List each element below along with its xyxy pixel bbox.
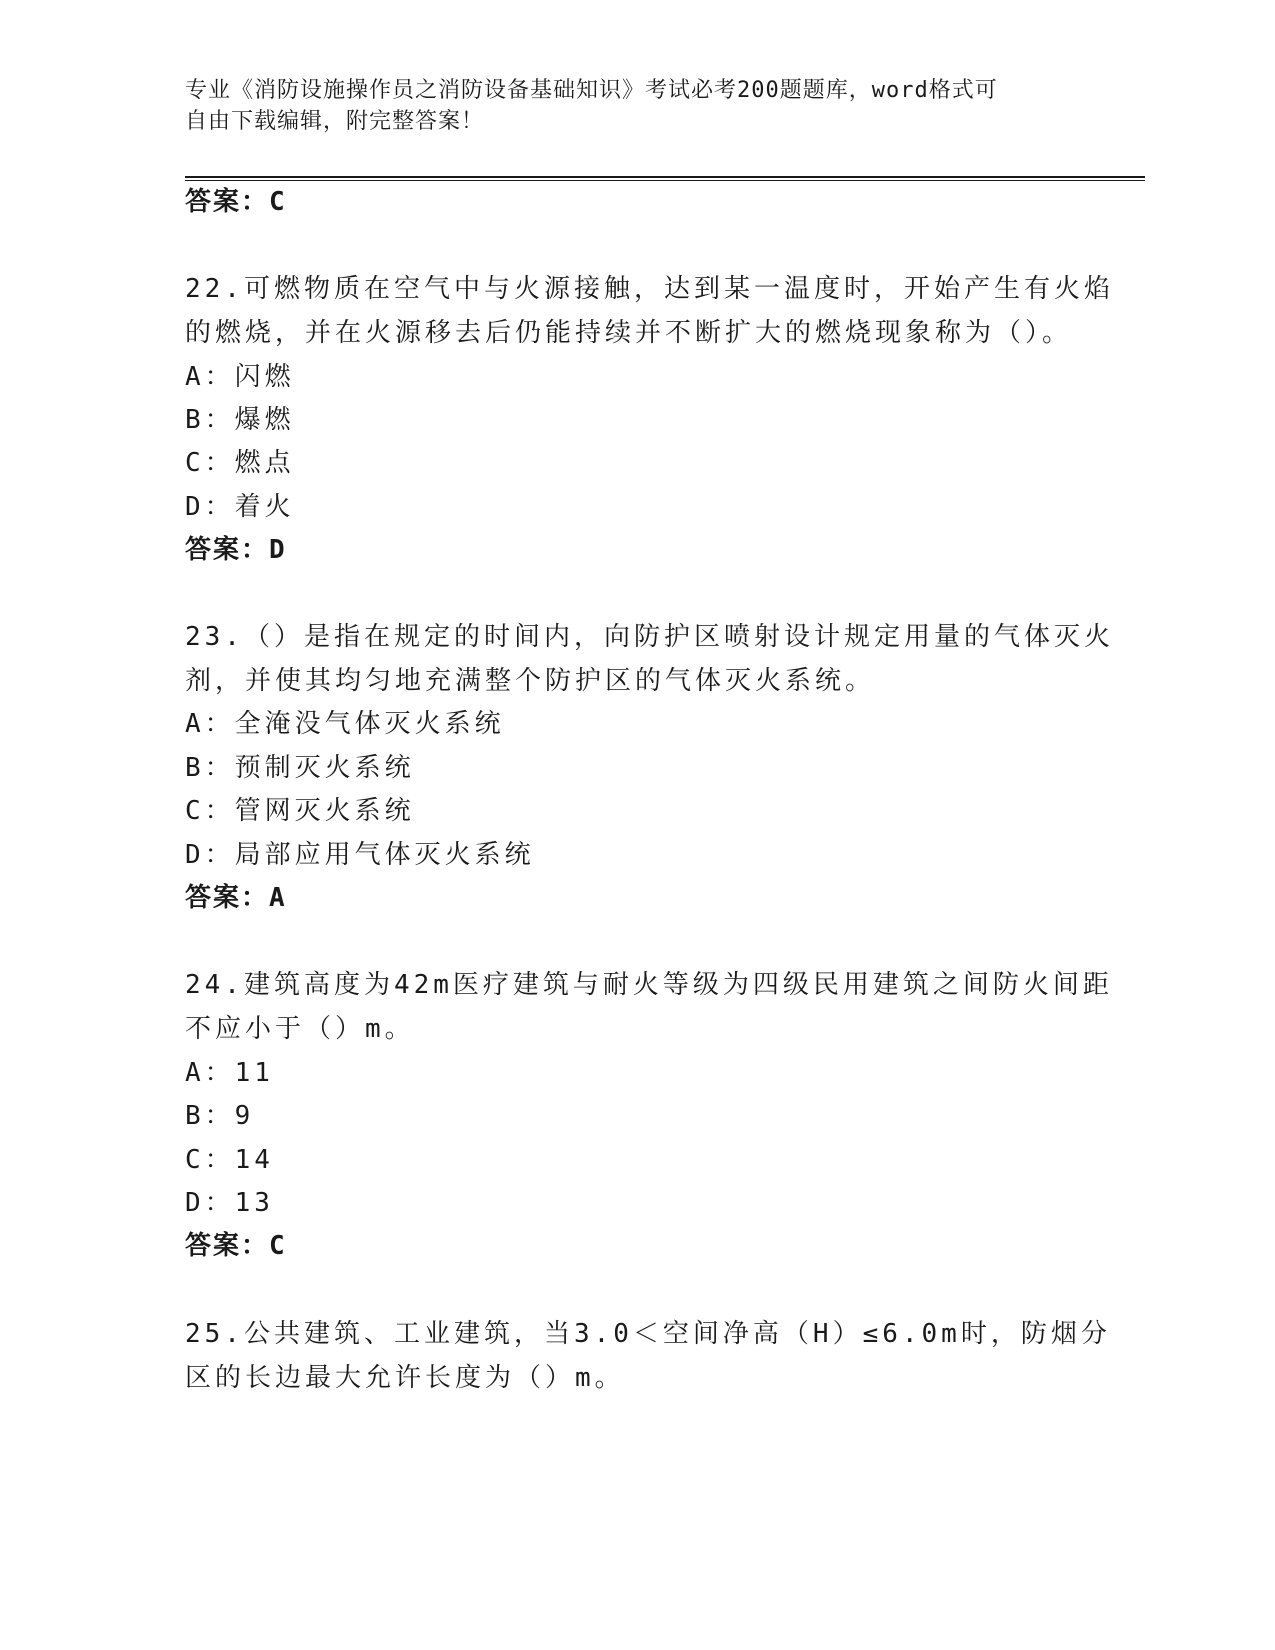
question-22-option-b: B：爆燃	[185, 405, 295, 435]
question-22-option-d: D：着火	[185, 492, 295, 522]
question-24-option-c: C：14	[185, 1145, 274, 1175]
question-23-answer: 答案：A	[185, 883, 287, 913]
question-24-answer: 答案：C	[185, 1231, 287, 1261]
question-24-stem-line-1: 24.建筑高度为42m医疗建筑与耐火等级为四级民用建筑之间防火间距	[185, 970, 1113, 1000]
question-25-stem-line-1: 25.公共建筑、工业建筑，当3.0＜空间净高（H）≤6.0m时，防烟分	[185, 1319, 1111, 1349]
question-23-stem-line-1: 23.（）是指在规定的时间内，向防护区喷射设计规定用量的气体灭火	[185, 622, 1114, 652]
question-23-option-b: B：预制灭火系统	[185, 753, 415, 783]
question-25-stem-line-2: 区的长边最大允许长度为（）m。	[185, 1363, 625, 1393]
question-22-stem-line-1: 22.可燃物质在空气中与火源接触，达到某一温度时，开始产生有火焰	[185, 274, 1114, 304]
question-22-stem-line-2: 的燃烧，并在火源移去后仍能持续并不断扩大的燃烧现象称为（）。	[185, 318, 1073, 348]
question-23-option-d: D：局部应用气体灭火系统	[185, 840, 535, 870]
question-23-option-c: C：管网灭火系统	[185, 796, 415, 826]
question-24-stem-line-2: 不应小于（）m。	[185, 1014, 415, 1044]
question-24-option-a: A：11	[185, 1058, 274, 1088]
header-line-1: 专业《消防设施操作员之消防设备基础知识》考试必考200题题库，word格式可	[185, 78, 998, 103]
document-header	[185, 75, 1065, 137]
previous-answer: 答案：C	[185, 187, 287, 217]
question-23-stem-line-2: 剂，并使其均匀地充满整个防护区的气体灭火系统。	[185, 666, 876, 696]
header-divider	[185, 176, 1145, 181]
question-24-option-b: B：9	[185, 1101, 255, 1131]
question-22-option-a: A：闪燃	[185, 362, 295, 392]
question-23-option-a: A：全淹没气体灭火系统	[185, 709, 505, 739]
question-22-option-c: C：燃点	[185, 448, 295, 478]
question-22-answer: 答案：D	[185, 535, 287, 565]
question-24-option-d: D：13	[185, 1188, 274, 1218]
header-line-2: 自由下载编辑，附完整答案！	[185, 109, 485, 134]
